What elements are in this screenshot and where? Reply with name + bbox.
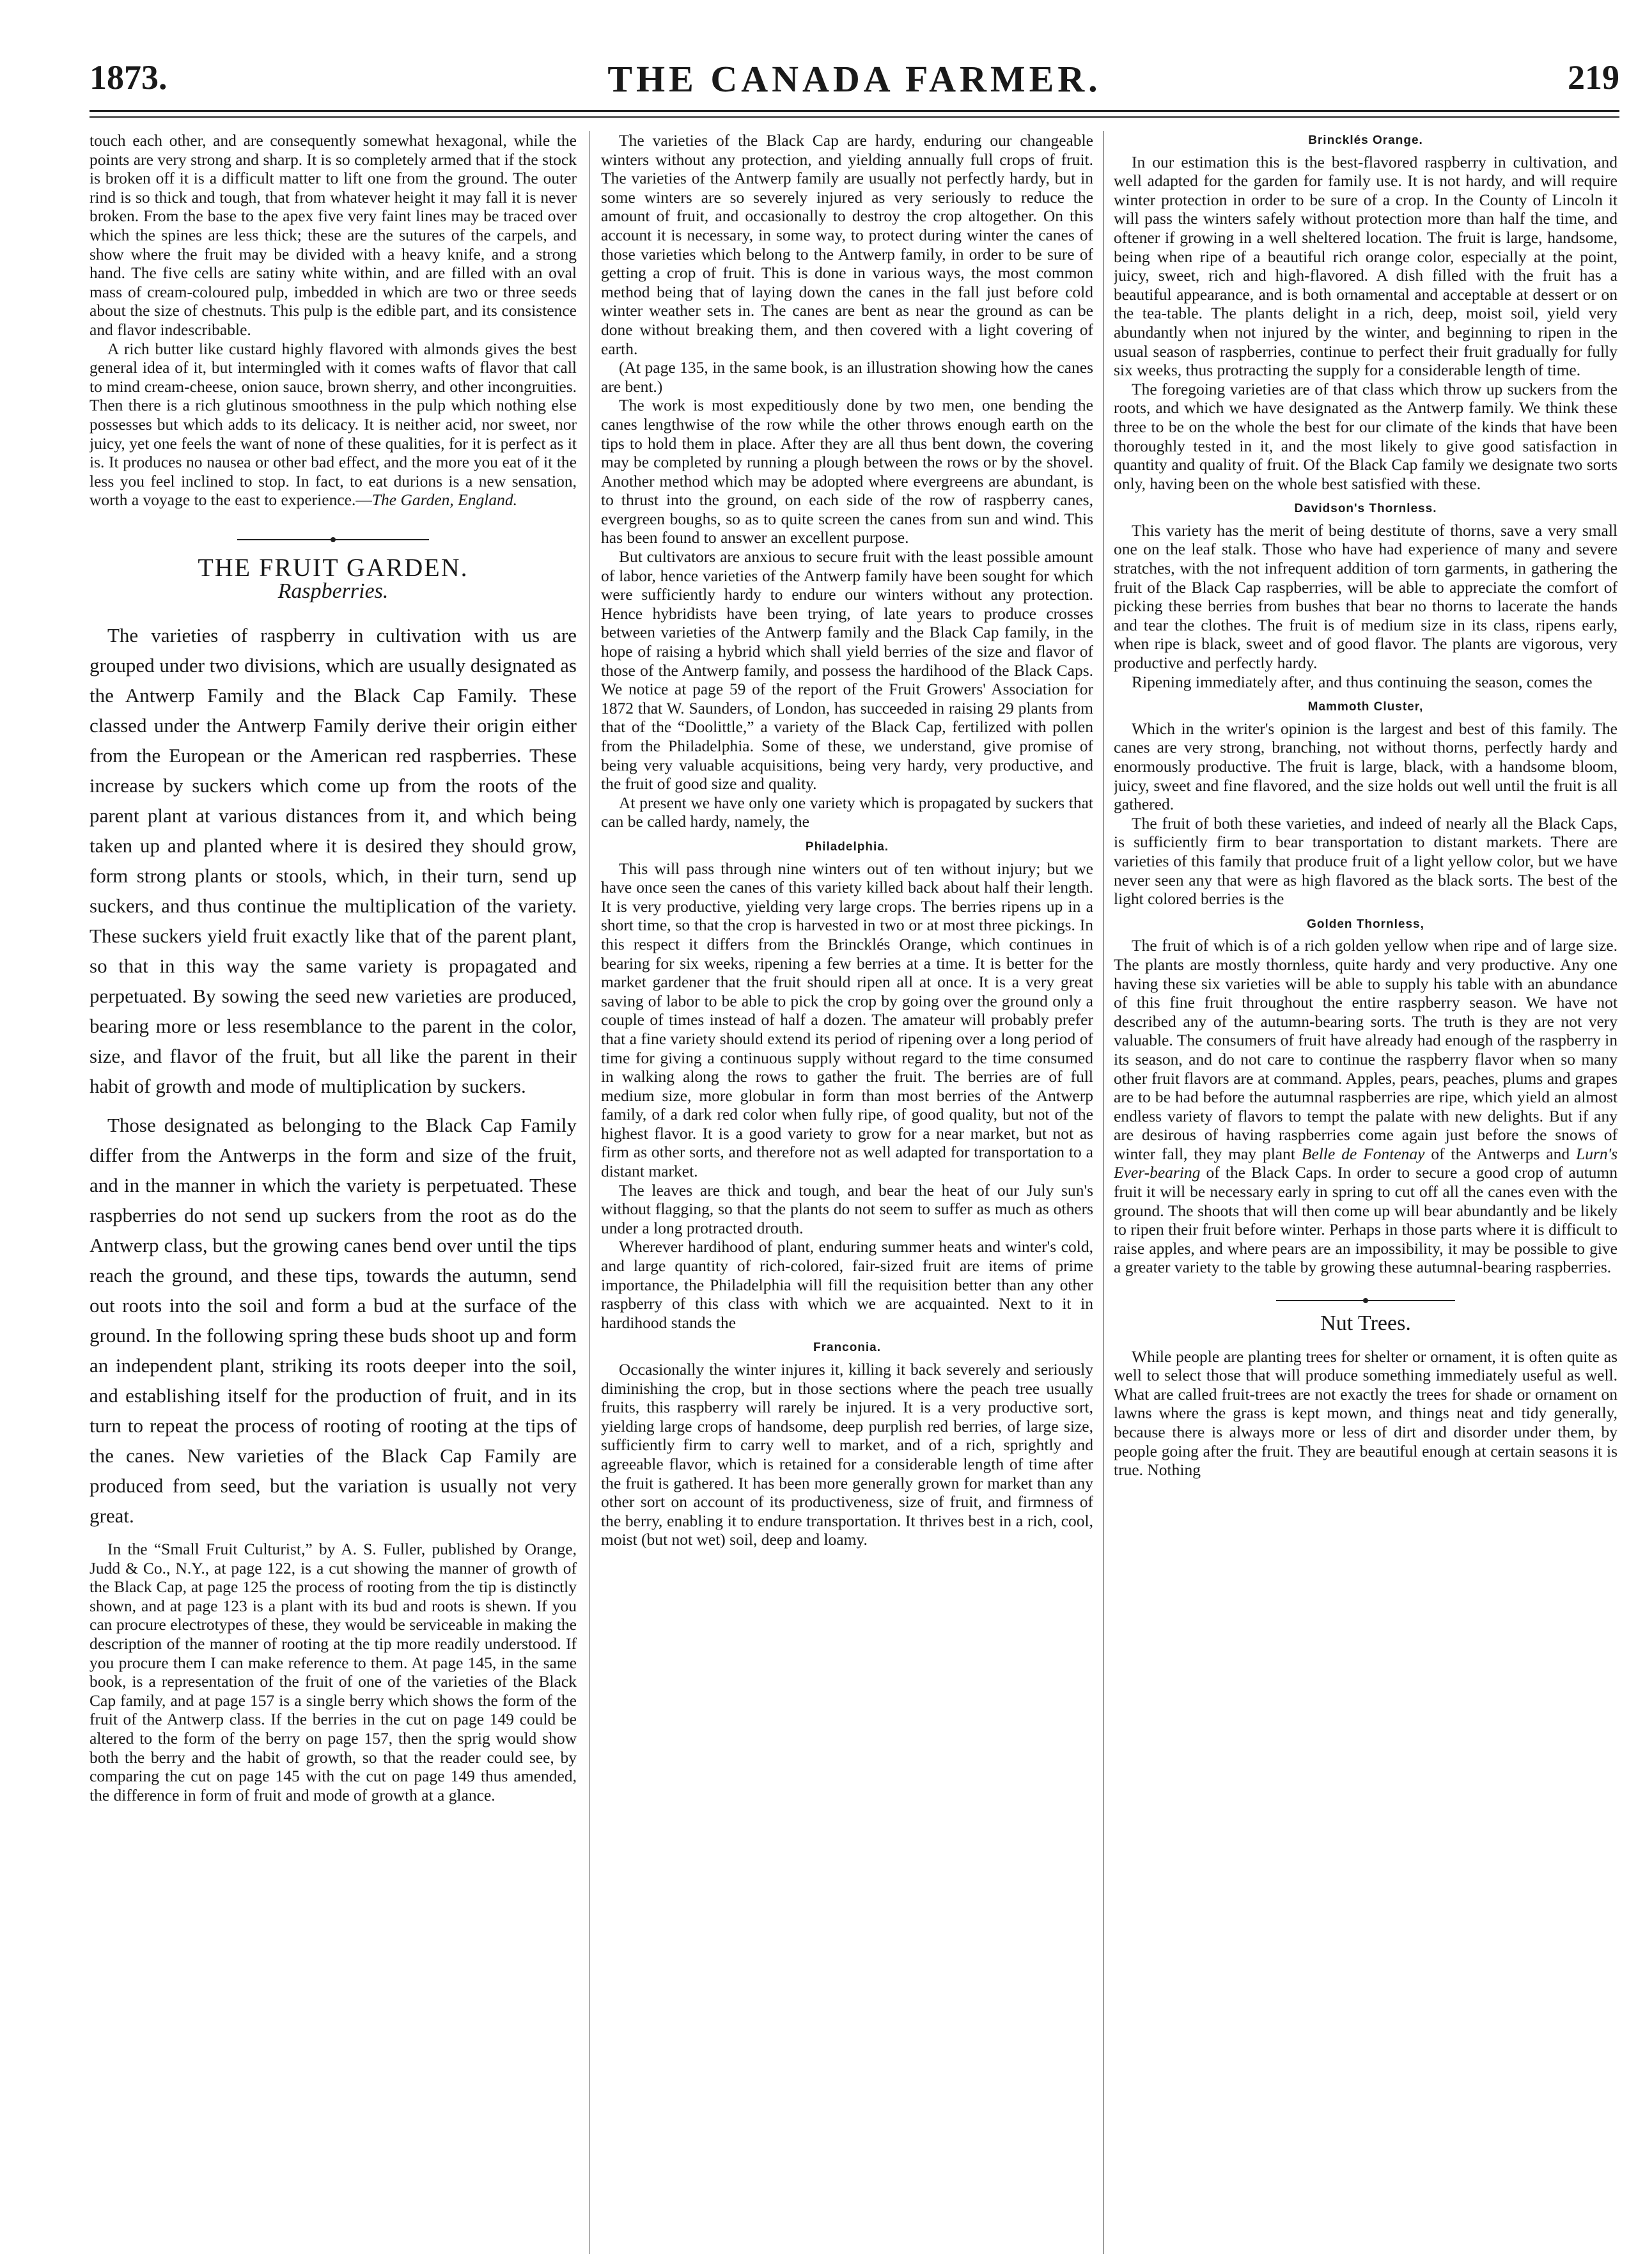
article-paragraph: Occasionally the winter injures it, killing it back severely and seriously diminishing the crop, but in those sections where the peach tree usually fruits, this raspberry will rarely be injured. It is a very productive sort, yielding large crops of handsome, deep purplish red berries, of large size, sufficiently firm to carry well to market, and of a rich, sprightly and agreeable flavor, which is retained for a considerable length of time after the fruit is gathered. It has been more generally grown for market than any other sort on account of its productiveness, size of fruit, and firmness of the berry, enabling it to endure transportation. It thrives best in a rich, cool, moist (but not wet) soil, deep and loamy.	[601, 1360, 1093, 1549]
masthead-rule	[90, 110, 1619, 118]
article-paragraph: Those designated as belonging to the Black Cap Family differ from the Antwerps in the form and size of the fruit, and in the manner in which the variety is perpetuated. These raspberries do not send up suckers from the root as do the Antwerp class, but the growing canes bend over until the tips reach the ground, and these tips, towards the autumn, send out roots into the soil and form a bud at the surface of the ground. In the following spring these buds shoot up and form an independent plant, striking its roots deeper into the soil, and establishing itself for the production of fruit, and in its turn to repeat the process of rooting of rooting at the tips of the canes. New varieties of the Black Cap Family are produced from seed, but the variation is usually not very great.	[90, 1114, 577, 1528]
variety-heading: Franconia.	[813, 1341, 882, 1355]
article-paragraph: The foregoing varieties are of that class which throw up suckers from the roots, and which we have designated as the Antwerp family. We think these three to be on the whole the best for our climate of the kinds that have been thoroughly tested in it, and the most likely to give good satisfaction in quantity and quality of fruit. Of the Black Cap family we designate two sorts only, having been on the whole best satisfied with these.	[1114, 379, 1618, 493]
variety-name: Belle de Fontenay	[1301, 1144, 1425, 1163]
article-paragraph: The varieties of the Black Cap are hardy, enduring our changeable winters without any protection, and yielding annually full crops of fruit. The varieties of the Antwerp family are usually not perfectly hardy, but in some winters are so severely injured as very seriously to reduce the amount of fruit, and occasionally to destroy the crop altogether. On this account it is necessary, in some way, to protect during winter the canes of those varieties which belong to the Antwerp family, in order to be sure of getting a crop of fruit. This is done in various ways, the most common method being that of laying down the canes in the fall just before cold winter weather sets in. The canes are bent as near the ground as can be done without breaking them, and then covered with a light covering of earth.	[601, 131, 1093, 358]
article-paragraph: (At page 135, in the same book, is an illustration showing how the canes are bent.)	[601, 358, 1093, 396]
article-paragraph: While people are planting trees for shelter or ornament, it is often quite as well to select those that will produce something immediately useful as well. What are called fruit-trees are not exactly the trees for shade or ornament on lawns where the grass is kept mown, and things neat and tidy generally, because there is always more or less of dirt and disorder under them, by people going after the fruit. They are beautiful enough at certain seasons it is true. Nothing	[1114, 1347, 1618, 1480]
article-paragraph: The varieties of raspberry in cultivation with us are grouped under two divisions, which are usually designated as the Antwerp Family and the Black Cap Family. These classed under the Antwerp Family derive their origin either from the European or the American red raspberries. These increase by suckers which come up from the roots of the parent plant at various distances from it, and which being taken up and planted where it is desired they should grow, form strong plants or stools, which, in their turn, send up suckers, and thus continue the multiplication of the variety. These suckers yield fruit exactly like that of the parent plant, so that in this way the same variety is propagated and perpetuated. By sowing the seed new varieties are produced, bearing more or less resemblance to the parent in the color, size, and flavor of the fruit, but all like the parent in their habit of growth and mode of multiplication by suckers.	[90, 624, 577, 1098]
section-title: THE FRUIT GARDEN.	[198, 552, 469, 582]
article-text: A rich butter like custard highly flavored with almonds gives the best general idea of it, but intermingled with it comes wafts of flavor that call to mind cream-cheese, onion sauce, brown sherry, and other incongruities. Then there is a rich glutinous smoothness in the pulp which nothing else possesses but which adds to its delicacy. It is neither acid, nor sweet, nor juicy, yet one feels the want of none of these qualities, for it is perfect as it is. It produces no nausea or other bad effect, and the more you eat of it the less you feel inclined to stop. In fact, to eat durions is a new sensation, worth a voyage to the east to experience.—	[90, 339, 577, 510]
article-text: of the Black Caps. In order to secure a good crop of autumn fruit it will be necessary early in spring to cut off all the canes even with the ground. The shoots that will then come up will bear abundantly and be likely to ripen their fruit before winter. Perhaps in those parts where it is difficult to raise apples, and where pears are an impossibility, it may be possible to give a greater variety to the table by growing these autumnal-bearing raspberries.	[1114, 1163, 1618, 1277]
article-paragraph: At present we have only one variety which is propagated by suckers that can be called hardy, namely, the	[601, 793, 1093, 831]
article-paragraph: This will pass through nine winters out of ten without injury; but we have once seen the canes of this variety killed back about half their length. It is very productive, yielding very large crops. The berries ripens up in a short time, so that the crop is harvested in two or at most three pickings. In this respect it differs from the Brincklés Orange, which continues in bearing for six weeks, ripening a few berries at a time. It is better for the market gardener that the fruit should ripen all at once. It is a very great saving of labor to be able to pick the crop by going over the ground only a couple of times instead of half a dozen. The amateur will probably prefer that a fine variety should extend its period of ripening over a long period of time for giving a continuous supply without regard to the time consumed in walking along the rows to gather the fruit. The berries are of full medium size, more globular in form than most berries of the Antwerp family, of a dark red color when fully ripe, of good quality, but not of the highest flavor. It is a good variety to grow for a near market, but not as firm as other sorts, and therefore not as well adapted for transportation to a distant market.	[601, 859, 1093, 1181]
variety-heading: Philadelphia.	[805, 840, 889, 854]
article-paragraph: The work is most expeditiously done by two men, one bending the canes lengthwise of the row while the other throws enough earth on the tips to hold them in place. After they are all thus bent down, the covering may be completed by running a plough between the rows or by the shovel. Another method which may be adopted where evergreens are abundant, is to thrust into the ground, on each side of the row of raspberry canes, evergreen boughs, so as to quite screen the canes from sun and wind. This has been found to answer an excellent purpose.	[601, 396, 1093, 547]
variety-heading: Davidson's Thornless.	[1294, 502, 1437, 516]
article-paragraph: Ripening immediately after, and thus continuing the season, comes the	[1132, 672, 1593, 691]
section-divider-ornament	[1276, 1296, 1455, 1305]
article-paragraph: But cultivators are anxious to secure fruit with the least possible amount of labor, hence varieties of the Antwerp family have been sought for which were sufficiently hardy to endure our winters without any protection. Hence hybridists have been trying, of late years to produce crosses between varieties of the Antwerp family and the Black Cap family, in the hope of raising a hybrid which shall yield berries of the size and flavor of those of the Antwerp family, and possess the hardihood of the Black Caps. We notice at page 59 of the report of the Fruit Growers' Association for 1872 that W. Saunders, of London, has succeeded in raising 29 plants from that of the “Doolittle,” a variety of the Black Cap, fertilized with pollen from the Philadelphia. Some of these, we understand, give promise of being very valuable acquisitions, being very hardy, very productive, and the fruit of good size and quality.	[601, 547, 1093, 794]
article-text: of the Antwerps and	[1424, 1144, 1577, 1163]
page-year: 1873.	[90, 58, 168, 97]
article-citation: The Garden, England.	[371, 490, 517, 510]
article-text: The fruit of which is of a rich golden yellow when ripe and of large size. The plants are mostly thornless, quite hardy and very productive. Any one having these six varieties will be able to supply his table with an abundance of this fine fruit throughout the entire raspberry season. We have not described any of the autumn-bearing sorts. The truth is they are not very valuable. The consumers of fruit have already had enough of the raspberry in its season, and do not care to continue the raspberry flavor when so many other fruit flavors are at command. Apples, pears, peaches, plums and grapes are to be had before the autumnal raspberries are ripe, which yield an almost endless variety of flavors to tempt the palate with new delights. But if any are desirous of having raspberries come again just before the snows of winter fall, they may plant	[1114, 936, 1618, 1163]
article-paragraph: The fruit of both these varieties, and indeed of nearly all the Black Caps, is sufficiently firm to bear transportation to distant markets. There are varieties of this family that produce fruit of a light yellow color, but we have never seen any that were as high flavored as the black sorts. The best of the light colored berries is the	[1114, 813, 1618, 909]
column-divider	[1103, 131, 1104, 2254]
variety-heading: Mammoth Cluster,	[1307, 700, 1424, 714]
section-divider-ornament	[237, 535, 429, 544]
article-paragraph	[1114, 936, 1618, 1277]
masthead	[90, 58, 1619, 109]
variety-heading: Golden Thornless,	[1307, 917, 1424, 931]
article-paragraph	[90, 340, 577, 510]
section-title: Nut Trees.	[1320, 1311, 1411, 1336]
article-paragraph: touch each other, and are consequently somewhat hexagonal, while the points are very strong and sharp. It is so completely armed that if the stock is broken off it is a difficult matter to lift one from the ground. The outer rind is so thick and tough, that from whatever height it may fall it is never broken. From the base to the apex five very faint lines may be traced over which the spines are less thick; these are the sutures of the carpels, and show where the fruit may be divided with a heavy knife, and a strong hand. The five cells are satiny white within, and are filled with an oval mass of cream-coloured pulp, imbedded in which are two or three seeds about the size of chestnuts. This pulp is the edible part, and its consistence and flavor indescribable.	[90, 131, 577, 339]
article-paragraph: Wherever hardihood of plant, enduring summer heats and winter's cold, and large quantity of rich-colored, fair-sized fruit are items of prime importance, the Philadelphia will fill the requisition better than any other raspberry of this class with which we are acquainted. Next to it in hardihood stands the	[601, 1237, 1093, 1332]
article-paragraph: In the “Small Fruit Culturist,” by A. S. Fuller, published by Orange, Judd & Co., N.Y., at page 122, is a cut showing the manner of growth of the Black Cap, at page 125 the process of rooting from the tip is distinctly shown, and at page 123 is a plant with its bud and roots is shewn. If you can procure electrotypes of these, they would be serviceable in making the description of the manner of rooting at the tip more readily understood. If you procure them I can make reference to them. At page 145, in the same book, is a representation of the fruit of one of the varieties of the Black Cap family, and at page 157 is a single berry which shows the form of the fruit of the Antwerp class. If the berries in the cut on page 149 could be altered to the form of the berry on page 157, then the sprig would show both the berry and the habit of growth, so that the reader could see, by comparing the cut on page 145 with the cut on page 149 thus amended, the difference in form of fruit and mode of growth at a glance.	[90, 1540, 577, 1804]
variety-heading: Brincklés Orange.	[1308, 134, 1423, 147]
article-paragraph: This variety has the merit of being destitute of thorns, save a very small one on the leaf stalk. Those who have had experience of many and severe stratches, with the not infrequent addition of torn garments, in gathering the fruit of the Black Cap raspberries, will be able to appreciate the comfort of picking these berries from bushes that bear no thorns to lacerate the hands and tear the clothes. The fruit is of medium size in its class, ripens early, when ripe is black, sweet and of good flavor. The plants are vigorous, very productive and perfectly hardy.	[1114, 520, 1618, 673]
column-right	[1114, 131, 1618, 2254]
column-middle	[601, 131, 1093, 2254]
page-number: 219	[1568, 58, 1619, 97]
newspaper-title: THE CANADA FARMER.	[607, 58, 1102, 100]
article-paragraph: The leaves are thick and tough, and bear the heat of our July sun's without flagging, so that the plants do not seem to suffer as much as others under a long protracted drouth.	[601, 1180, 1093, 1237]
article-paragraph: In our estimation this is the best-flavored raspberry in cultivation, and well adapted for the garden for family use. It is not hardy, and will require winter protection in order to be sure of a crop. In the County of Lincoln it will pass the winters safely without protection more than half the time, and oftener if growing in a well sheltered location. The fruit is large, handsome, being when ripe of a beautiful rich orange color, especially at the point, juicy, sweet, rich and high-flavored. A dish filled with the fruit has a beautiful appearance, and is both ornamental and acceptable at dessert or on the tea-table. The plants delight in a rich, deep, moist soil, yield very abundantly when not injured by the winter, and beginning to ripen in the usual season of raspberries, continue to perfect their fruit gradually for fully six weeks, thus protracting the supply for a considerable length of time.	[1114, 152, 1618, 380]
variety-name: Lurn's Ever-bearing	[1114, 1144, 1618, 1182]
article-paragraph: Which in the writer's opinion is the largest and best of this family. The canes are very strong, branching, not without thorns, perfectly hardy and enormously productive. The fruit is large, black, with a handsome bloom, juicy, sweet and fine flavored, and the size holds out well until the fruit is all gathered.	[1114, 719, 1618, 814]
section-subtitle: Raspberries.	[277, 579, 389, 604]
column-left	[90, 131, 577, 2254]
